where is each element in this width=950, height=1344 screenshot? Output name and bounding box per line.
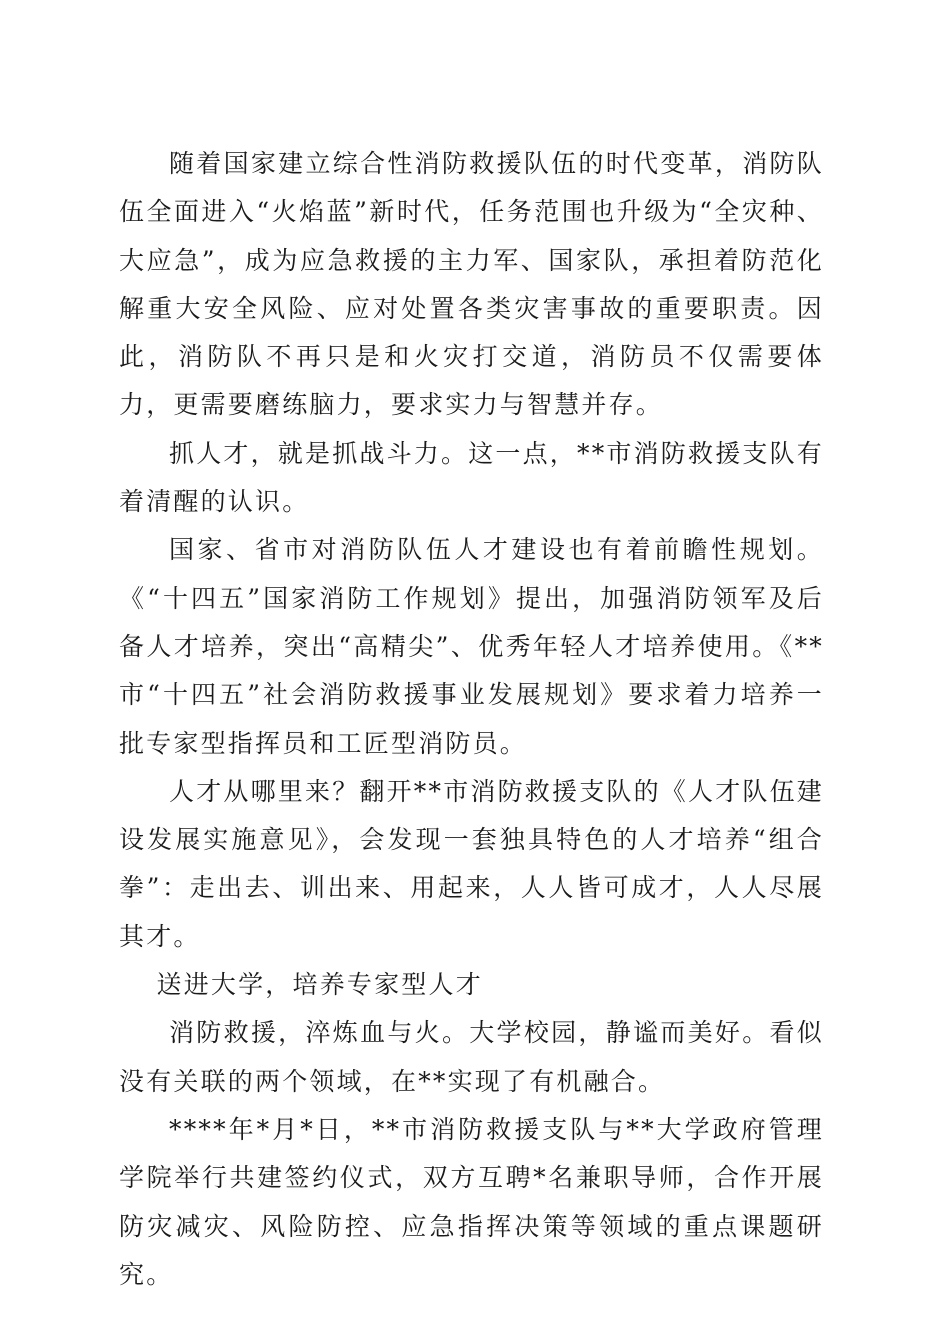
section-heading: 送进大学，培养专家型人才 [156,970,483,1000]
paragraph-intro: 随着国家建立综合性消防救援队伍的时代变革，消防队伍全面进入“火焰蓝”新时代，任务范围也升级为“全灾种、大应急”，成为应急救援的主力军、国家队，承担着防范化解重大安全风险、应对处置各类灾害事故的重要职责。因此，消防队不再只是和火灾打交道，消防员不仅需要体力，更需要磨练脑力，要求实力与智慧并存。 [119,149,824,420]
paragraph-talent-source: 人才从哪里来？翻开**市消防救援支队的《人才队伍建设发展实施意见》，会发现一套独具特色的人才培养“组合拳”：走出去、训出来、用起来，人人皆可成才，人人尽展其才。 [119,776,825,951]
paragraph-university: 消防救援，淬炼血与火。大学校园，静谧而美好。看似没有关联的两个领域，在**实现了有机融合。 [119,1018,824,1096]
paragraph-signing-ceremony: ****年*月*日，**市消防救援支队与**大学政府管理学院举行共建签约仪式，双方互聘*名兼职导师，合作开展防灾减灾、风险防控、应急指挥决策等领域的重点课题研究。 [119,1114,824,1289]
paragraph-national-plan: 国家、省市对消防队伍人才建设也有着前瞻性规划。《“十四五”国家消防工作规划》提出，加强消防领军及后备人才培养，突出“高精尖”、优秀年轻人才培养使用。《**市“十四五”社会消防救援事业发展规划》要求着力培养一批专家型指挥员和工匠型消防员。 [119,535,824,758]
document-body [119,140,824,1299]
paragraph-talent-strength: 抓人才，就是抓战斗力。这一点，**市消防救援支队有着清醒的认识。 [119,438,825,517]
